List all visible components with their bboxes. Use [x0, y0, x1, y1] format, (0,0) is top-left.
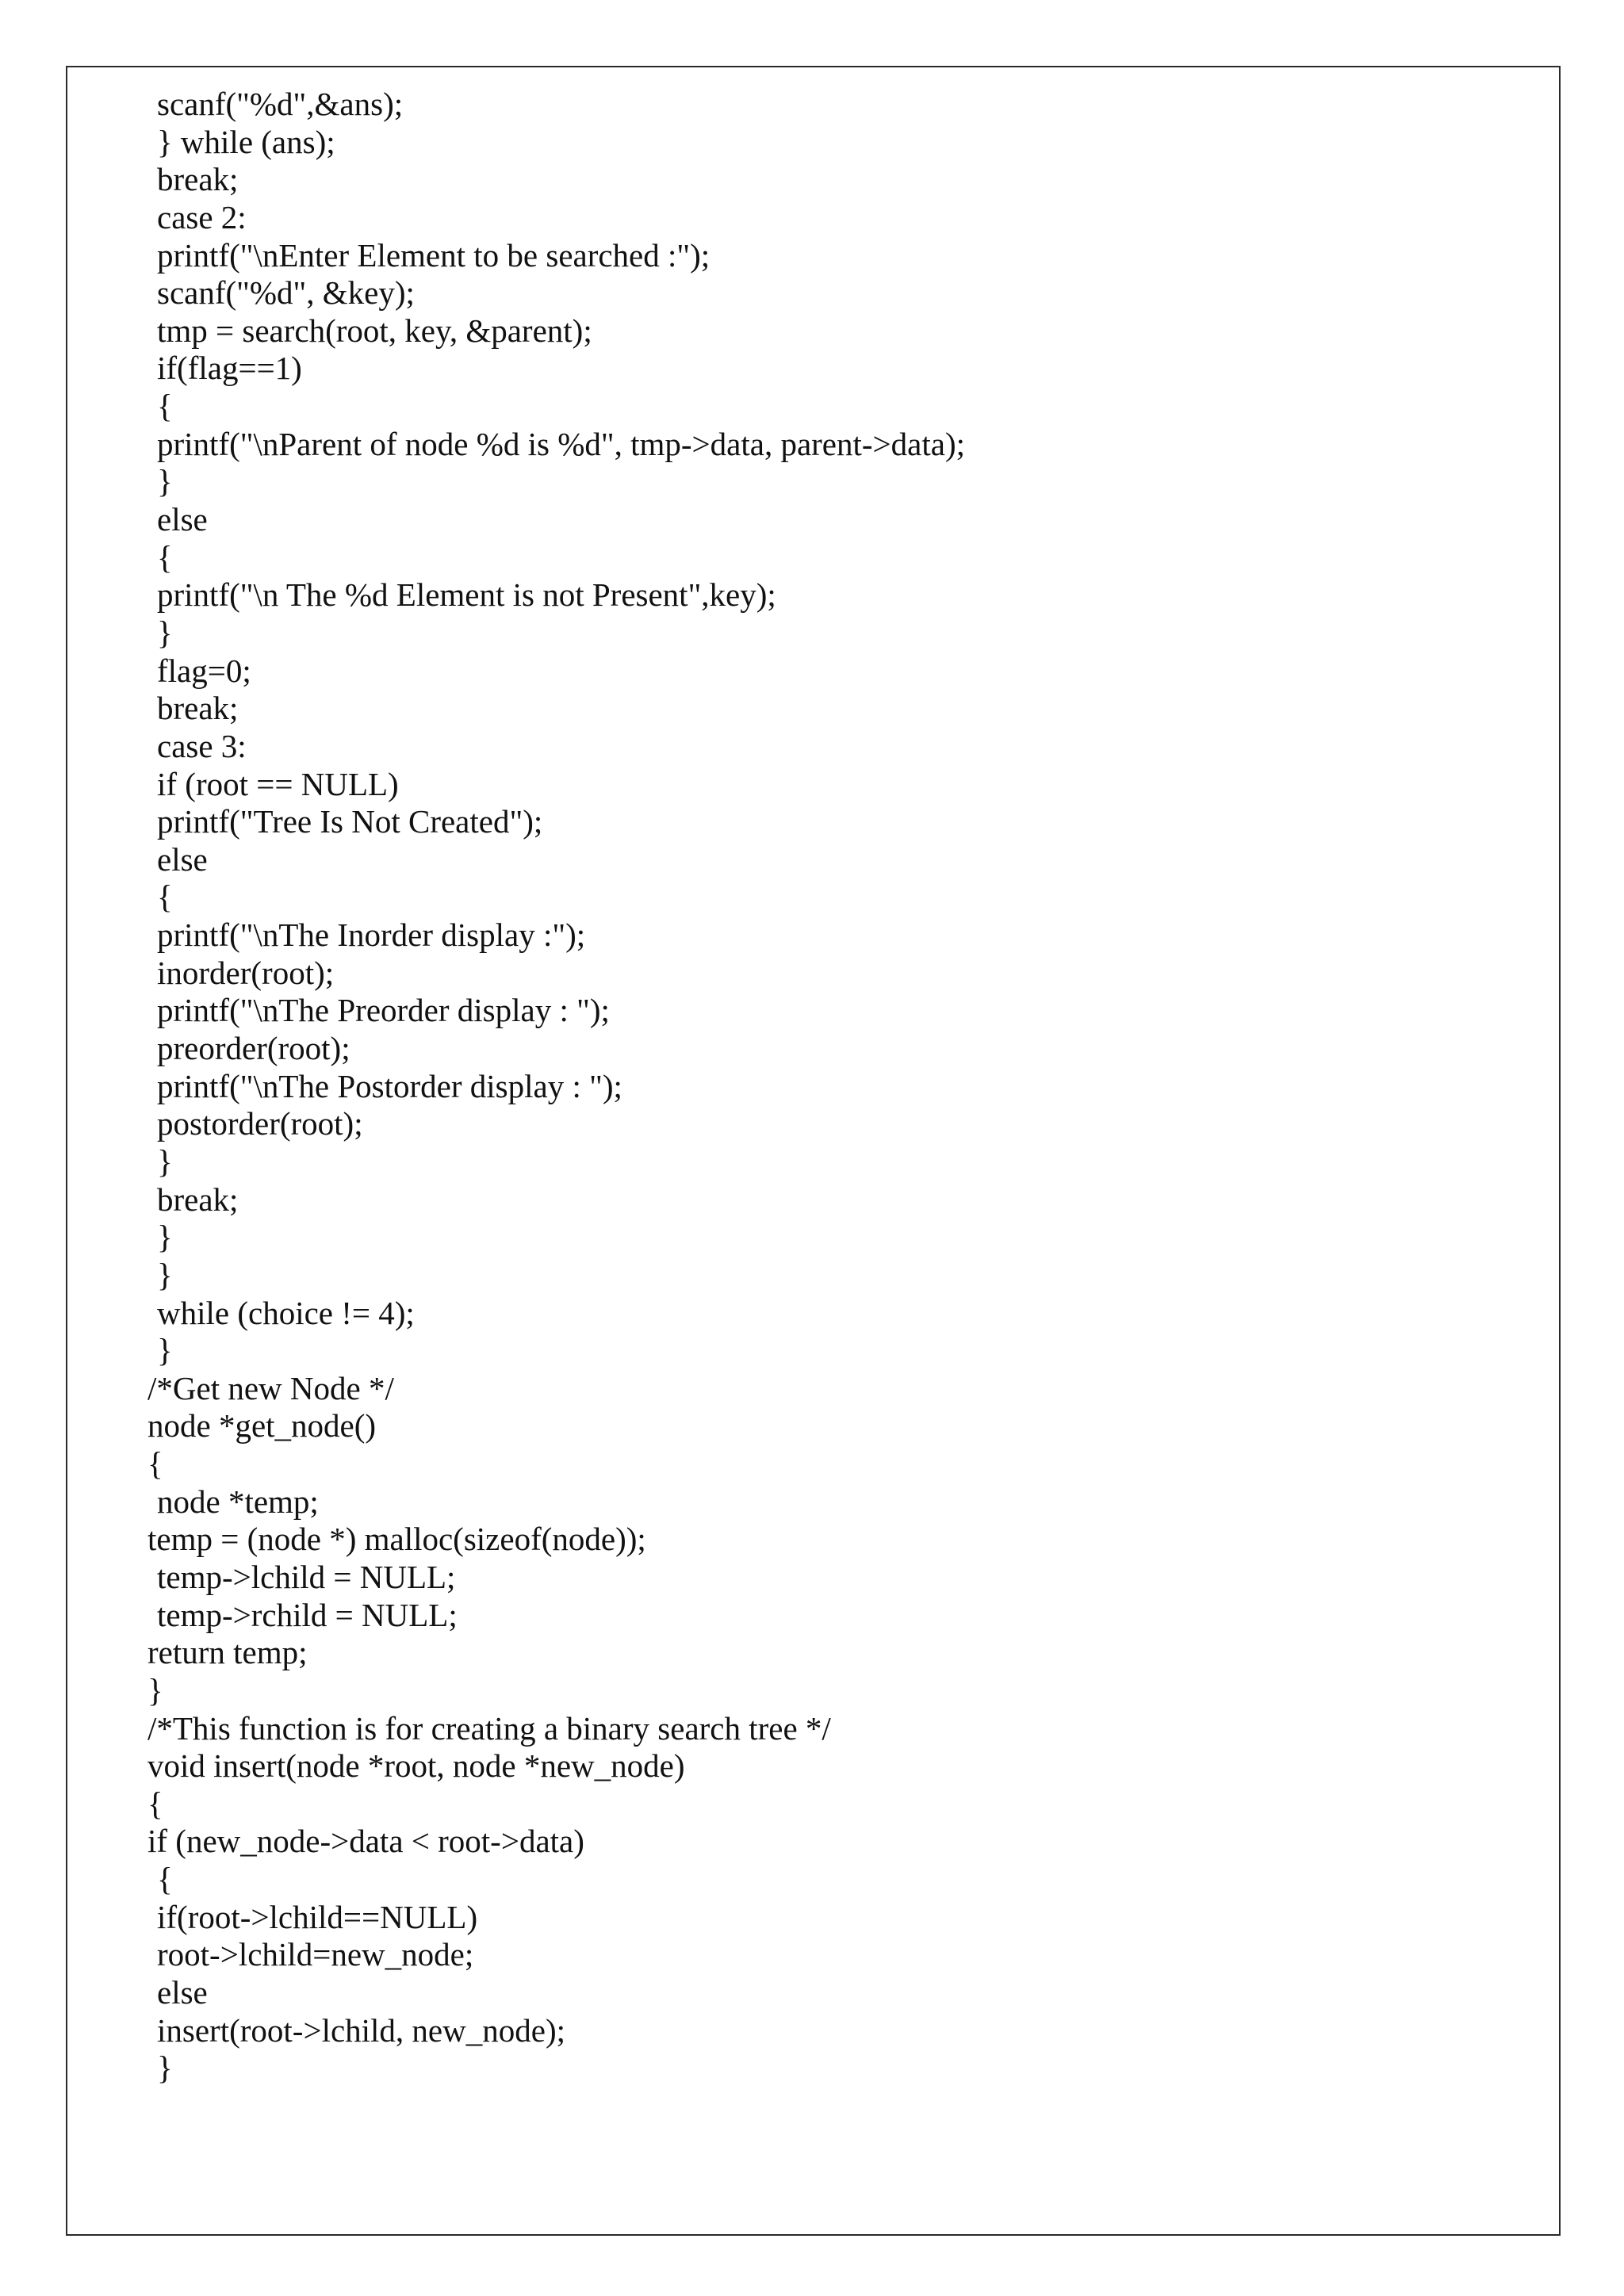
code-line: temp->rchild = NULL; — [157, 1596, 458, 1633]
code-line: case 3: — [157, 727, 247, 764]
code-line: root->lchild=new_node; — [157, 1936, 474, 1973]
code-line: tmp = search(root, key, &parent); — [157, 312, 592, 349]
code-line: { — [147, 1785, 163, 1822]
code-line: else — [157, 1974, 208, 2011]
code-line: if (root == NULL) — [157, 765, 399, 802]
code-line: if(flag==1) — [157, 350, 302, 387]
code-line: preorder(root); — [157, 1030, 350, 1067]
code-line: printf("\nThe Preorder display : "); — [157, 992, 610, 1029]
code-line: } — [157, 2049, 173, 2087]
code-line: printf("\n The %d Element is not Present",key); — [157, 576, 776, 614]
code-line: return temp; — [147, 1634, 308, 1671]
code-line: temp = (node *) malloc(sizeof(node)); — [147, 1521, 646, 1558]
code-line: insert(root->lchild, new_node); — [157, 2011, 565, 2049]
code-line: printf("\nThe Postorder display : "); — [157, 1067, 622, 1104]
code-line: break; — [157, 161, 239, 198]
code-line: } — [157, 1219, 173, 1256]
code-line: break; — [157, 1181, 239, 1218]
code-line: { — [157, 538, 173, 576]
code-line: } while (ans); — [157, 123, 335, 160]
code-line: node *get_node() — [147, 1407, 377, 1445]
code-line: } — [157, 614, 173, 651]
code-comment: /*This function is for creating a binary search tree */ — [147, 1709, 831, 1747]
code-line: } — [147, 1671, 163, 1709]
code-line: flag=0; — [157, 652, 251, 689]
code-line: void insert(node *root, node *new_node) — [147, 1747, 685, 1785]
code-line: printf("\nParent of node %d is %d", tmp->data, parent->data); — [157, 425, 965, 462]
code-line: if (new_node->data < root->data) — [147, 1823, 584, 1860]
code-line: } — [157, 463, 173, 500]
code-line: { — [157, 878, 173, 916]
code-comment: /*Get new Node */ — [147, 1369, 394, 1406]
code-line: if(root->lchild==NULL) — [157, 1898, 478, 1935]
code-line: else — [157, 501, 208, 538]
code-line: } — [157, 1332, 173, 1369]
code-line: printf("\nEnter Element to be searched :"); — [157, 236, 710, 274]
code-line: postorder(root); — [157, 1105, 363, 1142]
code-line: else — [157, 840, 208, 878]
code-line: printf("\nThe Inorder display :"); — [157, 916, 586, 954]
code-line: break; — [157, 690, 239, 727]
code-line: inorder(root); — [157, 954, 335, 991]
code-line: { — [147, 1445, 163, 1483]
code-line: { — [157, 388, 173, 425]
code-line: } — [157, 1142, 173, 1180]
code-line: temp->lchild = NULL; — [157, 1558, 456, 1595]
code-line: while (choice != 4); — [157, 1294, 415, 1331]
code-line: node *temp; — [157, 1483, 319, 1520]
code-line: case 2: — [157, 198, 247, 235]
code-line: { — [157, 1861, 173, 1898]
code-line: } — [157, 1256, 173, 1293]
code-line: printf("Tree Is Not Created"); — [157, 803, 543, 840]
code-line: scanf("%d",&ans); — [157, 86, 404, 122]
code-line: scanf("%d", &key); — [157, 274, 415, 312]
code-listing — [0, 86, 1624, 2087]
